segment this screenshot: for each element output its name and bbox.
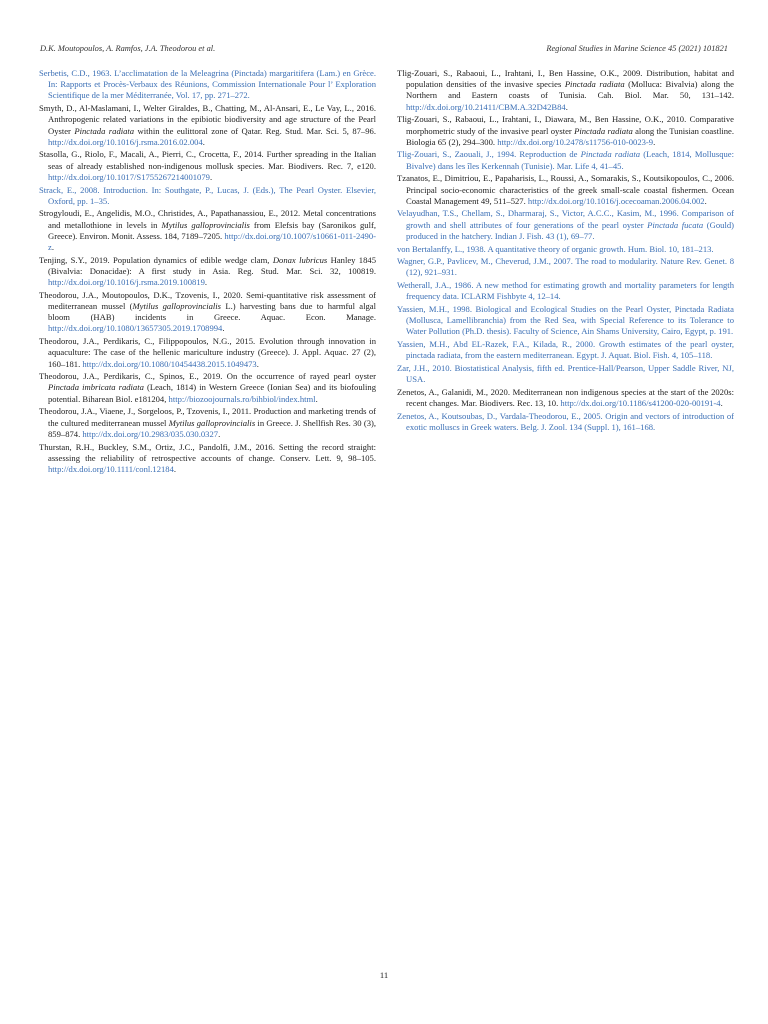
page-number: 11 bbox=[379, 970, 389, 980]
reference-text: L.) harvesting bans due to harmful algal bloom (HAB) incidents in Greece. Aquac. Econ. Manage. bbox=[48, 301, 376, 323]
reference-text: Theodorou, J.A., Viaene, J., Sorgeloos, P., Tzovenis, I., 2011. Production and marketing trends of the cultured mediterranean mussel bbox=[39, 406, 376, 428]
species-name: Pinctada imbricata radiata bbox=[48, 382, 144, 393]
reference-entry[interactable] bbox=[39, 68, 376, 102]
reference-text: . bbox=[204, 277, 208, 288]
reference-text: . bbox=[173, 463, 177, 474]
doi-link[interactable]: http://dx.doi.org/10.21411/CBM.A.32D42B84 bbox=[406, 101, 566, 112]
reference-text: . bbox=[256, 358, 259, 369]
header-journal: Regional Studies in Marine Science 45 (2021) 101821 bbox=[546, 44, 728, 53]
reference-text: . bbox=[202, 136, 205, 147]
species-name: Pinctada radiata bbox=[574, 125, 633, 136]
doi-link[interactable]: http://dx.doi.org/10.1080/13657305.2019.1708994 bbox=[48, 323, 223, 334]
reference-entry bbox=[39, 406, 376, 440]
species-name: Pinctada fucata bbox=[647, 219, 704, 230]
reference-entry bbox=[397, 173, 734, 207]
reference-text: Strogyloudi, E., Angelidis, M.O., Christides, A., Papathanassiou, E., 2012. Metal concentrations and metallothione in levels in bbox=[39, 208, 376, 230]
reference-entry[interactable] bbox=[397, 256, 734, 278]
species-name: Mytilus galloprovincialis bbox=[132, 301, 222, 312]
doi-link[interactable]: http://biozoojournals.ro/bihbiol/index.html bbox=[168, 393, 316, 404]
reference-entry bbox=[39, 149, 376, 183]
header-authors: D.K. Moutopoulos, A. Ramfos, J.A. Theodorou et al. bbox=[40, 44, 216, 53]
reference-text: . bbox=[653, 136, 656, 147]
reference-entry bbox=[397, 387, 734, 409]
reference-text: . bbox=[565, 101, 568, 112]
reference-text: von Bertalanffy, L., 1938. A quantitative theory of organic growth. Hum. Biol. 10, 181–213. bbox=[397, 243, 714, 254]
reference-entry bbox=[39, 255, 376, 289]
reference-text: (Molluca: Bivalvia) along the Northern and Eastern coasts of Tunisia. Cah. Biol. Mar. 50, 131–142. bbox=[406, 79, 734, 101]
reference-text: Strack, E., 2008. Introduction. In: Southgate, P., Lucas, J. (Eds.), The Pearl Oyster. Elsevier, Oxford, pp. 1–35. bbox=[39, 184, 376, 206]
reference-text: Tlig-Zouari, S., Rabaoui, L., Irahtani, I., Diawara, M., Ben Hassine, O.K., 2010. Comparative morphometric study of the invasive pearl oyster bbox=[397, 114, 734, 136]
reference-text: Zar, J.H., 2010. Biostatistical Analysis, fifth ed. Prentice-Hall/Pearson, Upper Saddle River, NJ, USA. bbox=[397, 363, 734, 385]
reference-text: in Greece. J. Shellfish Res. 30 (3), 859–874. bbox=[48, 417, 376, 439]
reference-text: Thurstan, R.H., Buckley, S.M., Ortiz, J.C., Pandolfi, J.M., 2016. Setting the record straight: assessing the reliability of retrospective accounts of change. Conserv. Lett. 9, 98–105. bbox=[39, 441, 376, 463]
reference-text: Theodorou, J.A., Perdikaris, C., Spinos, E., 2019. On the occurrence of rayed pearl oyster bbox=[39, 371, 376, 382]
reference-text: Hanley 1845 (Bivalvia: Donacidae): A first study in Asia. Reg. Stud. Mar. Sci. 32, 100819. bbox=[48, 254, 376, 276]
doi-link[interactable]: http://dx.doi.org/10.1017/S1755267214001079 bbox=[48, 171, 210, 182]
doi-link[interactable]: http://dx.doi.org/10.2983/035.030.0327 bbox=[82, 428, 219, 439]
reference-text: Tzanatos, E., Dimitriou, E., Papaharisis, L., Roussi, A., Somarakis, S., Koutsikopoulos, C., 2006. Principal socio-economic characteristics of the greek small-scale coastal fishermen. Ocean Coastal Management 49, 511–527. bbox=[397, 173, 734, 206]
reference-text: . bbox=[218, 428, 221, 439]
doi-link[interactable]: http://dx.doi.org/10.1080/10454438.2015.1049473 bbox=[82, 358, 257, 369]
reference-entry[interactable] bbox=[39, 185, 376, 207]
reference-text: from Elefsis bay (Saronikos gulf, Greece). Environ. Monit. Assess. 184, 7189–7205. bbox=[48, 219, 376, 241]
doi-link[interactable]: http://dx.doi.org/10.1007/s10661-011-2490-z bbox=[48, 230, 376, 253]
references-right-column bbox=[397, 68, 734, 435]
reference-text: Tenjing, S.Y., 2019. Population dynamics of edible wedge clam, bbox=[39, 254, 273, 265]
reference-text: . bbox=[704, 195, 707, 206]
reference-text: Wetherall, J.A., 1986. A new method for estimating growth and mortality parameters for length frequency data. ICLARM Fishbyte 4, 12–14. bbox=[397, 280, 734, 302]
reference-entry bbox=[397, 114, 734, 148]
running-header bbox=[40, 44, 728, 58]
reference-entry bbox=[39, 442, 376, 476]
reference-text: Smyth, D., Al-Maslamani, I., Welter Giraldes, B., Chatting, M., Al-Ansari, E., Le Vay, L., 2016. Anthropogenic related variations in the epibiotic biodiversity and age structure of the Pearl Oyster bbox=[39, 103, 376, 136]
reference-text: Theodorou, J.A., Moutopoulos, D.K., Tzovenis, I., 2020. Semi-quantitative risk assessment of mediterranean mussel ( bbox=[39, 289, 376, 312]
reference-text: Yassien, M.H., Abd EL-Razek, F.A., Kilada, R., 2000. Growth estimates of the pearl oyster, pinctada radiata, from the eastern mediterranean. Egypt. J. Aquat. Biol. Fish. 4, 105–118. bbox=[397, 339, 734, 361]
doi-link[interactable]: http://dx.doi.org/10.1186/s41200-020-00191-4 bbox=[560, 398, 721, 409]
reference-text: Yassien, M.H., 1998. Biological and Ecological Studies on the Pearl Oyster, Pinctada Radiata (Mollusca, Lamellibranchia) from the Red Sea, with Special Reference to its Tolerance to Water Pollution (Ph.D. thesis). Faculty of Science, Ain Shams University, Cairo, Egypt, p. 191. bbox=[397, 304, 734, 337]
reference-entry bbox=[39, 371, 376, 405]
reference-entry[interactable] bbox=[397, 411, 734, 433]
doi-link[interactable]: http://dx.doi.org/10.1016/j.ocecoaman.2006.04.002 bbox=[527, 195, 705, 206]
reference-text: Tlig-Zouari, S., Zaouali, J., 1994. Reproduction de bbox=[397, 149, 581, 160]
reference-text: . bbox=[720, 398, 723, 409]
reference-entry[interactable] bbox=[397, 280, 734, 302]
reference-text: (Gould) produced in the hatchery. Indian J. Fish. 43 (1), 69–77. bbox=[406, 219, 734, 241]
species-name: Pinctada radiata bbox=[564, 79, 625, 90]
reference-entry[interactable] bbox=[397, 208, 734, 242]
reference-entry bbox=[39, 290, 376, 335]
reference-text: Serbetis, C.D., 1963. L’acclimatation de la Meleagrina (Pinctada) margaritifera (Lam.) en Grèce. In: Rapports et Procès-Verbaux des Réunions, Commission Internationale Pour l’ Exploration Scientifique de la mer Méditerranée, Vol. 17, pp. 271–272. bbox=[39, 68, 376, 101]
species-name: Mytilus galloprovincialis bbox=[161, 219, 250, 230]
references-left-column bbox=[39, 68, 376, 477]
doi-link[interactable]: http://dx.doi.org/10.1016/j.rsma.2019.100819 bbox=[48, 277, 205, 288]
reference-text: Stasolla, G., Riolo, F., Macali, A., Pierri, C., Crocetta, F., 2014. Further spreading in the Italian seas of already established non-indigenous mollusk species. Mar. Biodivers. Rec. 7, e120. bbox=[39, 149, 376, 171]
reference-text: . bbox=[315, 393, 318, 404]
reference-entry bbox=[39, 103, 376, 148]
reference-entry[interactable] bbox=[397, 339, 734, 361]
reference-text: Velayudhan, T.S., Chellam, S., Dharmaraj, S., Victor, A.C.C., Kasim, M., 1996. Comparison of growth and shell attributes of four generations of the pearl oyster bbox=[397, 208, 734, 230]
reference-text: . bbox=[222, 323, 225, 334]
reference-text: Theodorou, J.A., Perdikaris, C., Filippopoulos, N.G., 2015. Evolution through innovation in aquaculture: The case of the hellenic mariculture industry (Greece). J. Appl. Aquac. 27 (2), 160–181. bbox=[39, 336, 376, 369]
reference-text: . bbox=[209, 171, 213, 182]
doi-link[interactable]: http://dx.doi.org/10.1111/conl.12184 bbox=[48, 463, 174, 474]
reference-text: within the eulittoral zone of Qatar. Reg. Stud. Mar. Sci. 5, 87–96. bbox=[134, 125, 376, 136]
doi-link[interactable]: http://dx.doi.org/10.2478/s11756-010-0023-9 bbox=[497, 136, 654, 147]
species-name: Pinctada radiata bbox=[74, 125, 135, 136]
reference-text: (Leach, 1814, Mollusque: Bivalve) dans les îles Kerkennah (Tunisie). Mar. Life 4, 41–45. bbox=[406, 149, 734, 171]
reference-text: . bbox=[51, 242, 54, 253]
reference-text: Zenetos, A., Galanidi, M., 2020. Mediterranean non indigenous species at the start of the 2020s: recent changes. Mar. Biodivers. Rec. 13, 10. bbox=[397, 386, 734, 409]
reference-text: Zenetos, A., Koutsoubas, D., Vardala-Theodorou, E., 2005. Origin and vectors of introduction of exotic molluscs in Greek waters. Belg. J. Zool. 134 (Suppl. 1), 161–168. bbox=[397, 410, 734, 433]
reference-text: Tlig-Zouari, S., Rabaoui, L., Irahtani, I., Ben Hassine, O.K., 2009. Distribution, habitat and population densities of the invasive species bbox=[397, 68, 734, 90]
reference-entry[interactable] bbox=[397, 244, 734, 255]
reference-entry[interactable] bbox=[397, 149, 734, 171]
reference-entry bbox=[397, 68, 734, 113]
reference-entry[interactable] bbox=[397, 304, 734, 338]
reference-entry[interactable] bbox=[397, 363, 734, 385]
species-name: Mytilus galloprovincialis bbox=[168, 417, 256, 428]
reference-text: Wagner, G.P., Pavlicev, M., Cheverud, J.M., 2007. The road to modularity. Nature Rev. Genet. 8 (12), 921–931. bbox=[397, 256, 734, 278]
reference-text: (Leach, 1814) in Western Greece (Ionian Sea) and its biofouling potential. Biharean Biol. e181204, bbox=[48, 382, 376, 404]
species-name: Donax lubricus bbox=[272, 254, 328, 265]
reference-entry bbox=[39, 208, 376, 253]
species-name: Pinctada radiata bbox=[580, 149, 641, 160]
reference-entry bbox=[39, 336, 376, 370]
reference-text: along the Tunisian coastline. Biologia 65 (2), 294–300. bbox=[406, 125, 735, 147]
doi-link[interactable]: http://dx.doi.org/10.1016/j.rsma.2016.02.004 bbox=[48, 136, 203, 147]
